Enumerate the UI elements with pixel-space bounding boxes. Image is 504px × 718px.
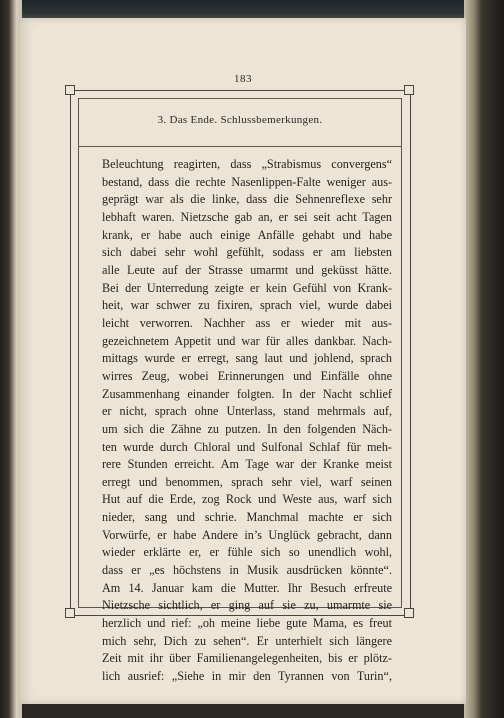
text-line: alle Leute auf der Strasse umarmt und geküsst hätte. — [102, 262, 392, 277]
text-line: Beleuchtung reagirten, dass „Strabismus convergens“ — [102, 157, 392, 171]
text-line: Zeit mit ihr über Familienangelegenheiten, bis er plötz- — [102, 651, 392, 666]
text-line: Hut auf die Erde, zog Rock und Weste aus, warf sich — [102, 492, 392, 507]
text-line: krank, er habe auch einige Anfälle gehabt und habe — [102, 227, 392, 242]
frame-corner-bottom-right — [404, 608, 414, 618]
book-edge-right — [464, 0, 504, 718]
text-line: nieder, sang und schrie. Manchmal machte er sich — [102, 510, 392, 525]
text-line: herzlich und rief: „oh meine liebe gute Mama, es freut — [102, 616, 392, 631]
text-line: erregt und benommen, sprach sehr viel, warf seinen — [102, 474, 392, 489]
text-line: lebhaft waren. Nietzsche gab an, er sei seit acht Tagen — [102, 209, 392, 224]
text-line: Bei der Unterredung zeigte er kein Gefühl von Krank- — [102, 280, 392, 295]
text-line: er nicht, sprach ohne Unterlass, stand mehrmals auf, — [102, 404, 392, 419]
text-line: geprägt war als die linke, dass die Sehnenreflexe sehr — [102, 192, 392, 207]
text-line: mittags wurde er erregt, sang laut und johlend, sprach — [102, 351, 392, 366]
text-line: sich dabei sehr wohl gefühlt, sodass er am liebsten — [102, 245, 392, 260]
text-line: Zusammenhang einander folgten. In der Nacht schlief — [102, 386, 392, 401]
body-text — [102, 156, 392, 686]
text-line: mich sehr, Dich zu sehen“. Er unterhielt sich längere — [102, 633, 392, 648]
text-line: um sich die Zähne zu putzen. In den folgenden Näch- — [102, 421, 392, 436]
text-line: Nietzsche sichtlich, er ging auf sie zu, umarmte sie — [102, 598, 392, 613]
text-line: leicht verworren. Nachher ass er wieder mit aus- — [102, 315, 392, 330]
text-line: heit, war schwer zu fixiren, sprach viel, wurde dabei — [102, 298, 392, 313]
text-line: gezeichnetem Appetit und war für alles dankbar. Nach- — [102, 333, 392, 348]
book-page — [20, 18, 466, 704]
text-line: ten wurde durch Chloral und Sulfonal Schlaf für meh- — [102, 439, 392, 454]
page-number: 183 — [234, 73, 252, 85]
text-line: Vorwürfe, er habe Andere in’s Unglück gebracht, dann — [102, 527, 392, 542]
text-line: dass er „es höchstens in Musik ausdrücken könnte“. — [102, 563, 392, 578]
text-line: rere Stunden erreicht. Am Tage war der Kranke meist — [102, 457, 392, 472]
text-line: lich ausrief: „Siehe in mir den Tyrannen von Turin“, — [102, 669, 392, 684]
text-line: bestand, dass die rechte Nasenlippen-Falte weniger aus- — [102, 174, 392, 189]
frame-corner-bottom-left — [65, 608, 75, 618]
text-line: wieder erklärte er, er fühle sich so unendlich wohl, — [102, 545, 392, 560]
frame-corner-top-right — [404, 85, 414, 95]
book-spine-left — [0, 0, 22, 718]
frame-corner-top-left — [65, 85, 75, 95]
text-line: wirres Zeug, wobei Erinnerungen und Einfälle ohne — [102, 368, 392, 383]
text-line: Am 14. Januar kam die Mutter. Ihr Besuch erfreute — [102, 580, 392, 595]
header-divider — [78, 146, 402, 147]
running-head: 3. Das Ende. Schlussbemerkungen. — [157, 114, 323, 126]
